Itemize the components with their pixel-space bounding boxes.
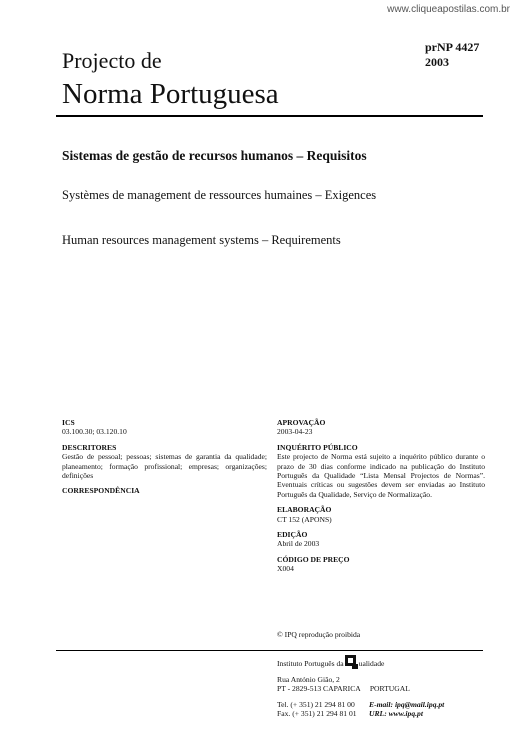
phone-number: Tel. (+ 351) 21 294 81 00 — [277, 699, 355, 709]
contact-row-phone — [277, 700, 487, 709]
metadata-right-column — [277, 418, 485, 574]
copyright-notice: © IPQ reprodução proibida — [277, 630, 361, 639]
title-french: Systèmes de management de ressources humaines – Exigences — [62, 188, 377, 202]
edicao-value: Abril de 2003 — [277, 539, 320, 549]
doc-type-line1: Projecto de — [62, 48, 162, 73]
ipq-q-logo-icon — [345, 655, 358, 669]
fax-number: Fax. (+ 351) 21 294 81 01 — [277, 709, 357, 719]
descritores-value: Gestão de pessoal; pessoas; sistemas de garantia da qualidade; planeamento; formação profissional; empresas; organizações; definições — [62, 452, 267, 481]
standard-code-block — [425, 40, 479, 70]
bottom-divider — [56, 650, 483, 651]
aprovacao-label: APROVAÇÃO — [277, 418, 326, 427]
codigo-preco-label: CÓDIGO DE PREÇO — [277, 554, 350, 564]
website-url[interactable]: URL: www.ipq.pt — [369, 709, 423, 719]
edicao-label: EDIÇÃO — [277, 530, 308, 540]
doc-type-line2: Norma Portuguesa — [62, 78, 279, 110]
email-address[interactable]: E-mail: ipq@mail.ipq.pt — [369, 699, 445, 709]
title-portuguese: Sistemas de gestão de recursos humanos – Requisitos — [62, 148, 367, 163]
standard-year: 2003 — [425, 55, 449, 69]
top-divider — [56, 115, 483, 117]
institute-name-pre: Instituto Português da — [277, 659, 344, 668]
title-english: Human resources management systems – Requirements — [62, 233, 341, 247]
elaboracao-value: CT 152 (APONS) — [277, 514, 332, 524]
address-line-2: PT - 2829-513 CAPARICA PORTUGAL — [277, 684, 410, 694]
ics-value: 03.100.30; 03.120.10 — [62, 427, 127, 437]
aprovacao-value: 2003-04-23 — [277, 427, 313, 437]
codigo-preco-value: X004 — [277, 564, 294, 574]
institute-name — [277, 655, 487, 669]
institute-name-post: ualidade — [358, 659, 385, 668]
inquerito-value: Este projecto de Norma está sujeito a inquérito público durante o prazo de 30 dias conforme indicado na publicação do Instituto Português da Qualidade “Lista Mensal Projectos de Normas”. Eventuais críticas ou sugestões devem ser enviadas ao Instituto Português da Qualidade, Serviço de Normalização. — [277, 452, 485, 499]
address-line-1: Rua António Gião, 2 — [277, 675, 340, 684]
elaboracao-label: ELABORAÇÃO — [277, 505, 332, 515]
watermark-text: www.cliqueapostilas.com.br — [387, 4, 510, 15]
correspondencia-label: CORRESPONDÊNCIA — [62, 486, 140, 496]
metadata-left-column — [62, 418, 267, 496]
inquerito-label: INQUÉRITO PÚBLICO — [277, 442, 358, 452]
contact-row-fax — [277, 709, 487, 718]
descritores-label: DESCRITORES — [62, 442, 117, 452]
publisher-footer — [277, 655, 487, 719]
standard-code: prNP 4427 — [425, 40, 480, 54]
ics-label: ICS — [62, 418, 75, 427]
